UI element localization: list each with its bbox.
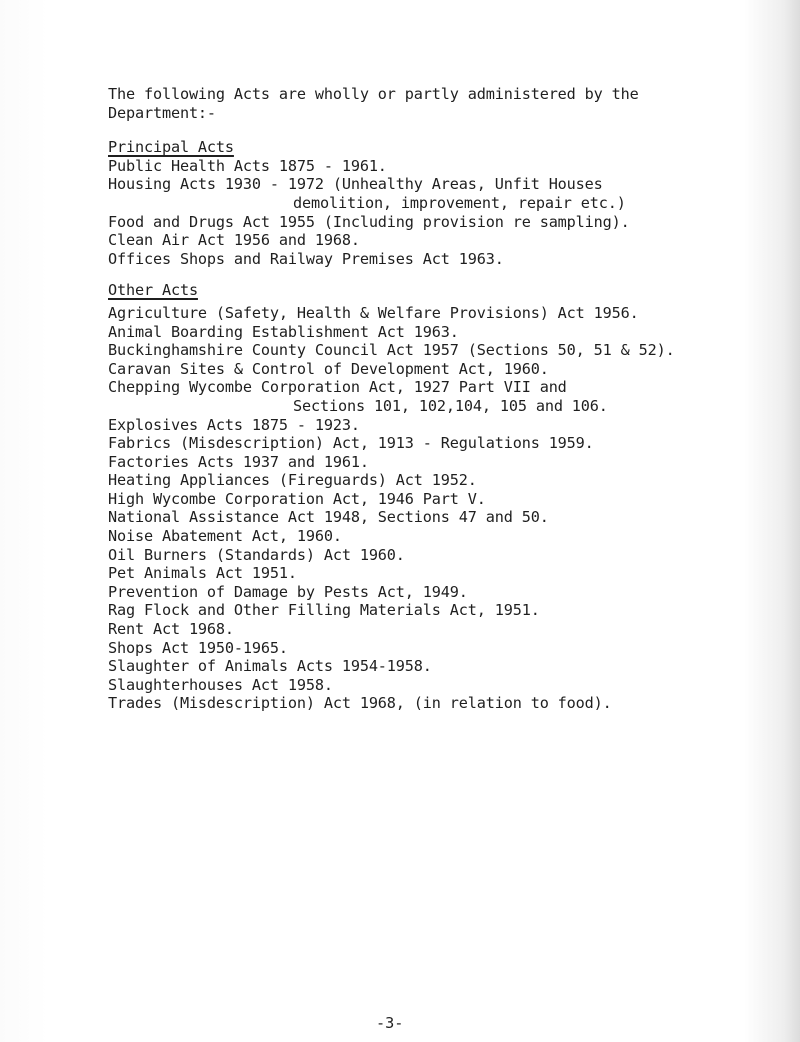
principal-acts-list [108, 157, 728, 269]
principal-act-line: Housing Acts 1930 - 1972 (Unhealthy Areas, Unfit Houses [108, 175, 603, 194]
other-acts-list [108, 304, 728, 713]
principal-acts-heading: Principal Acts [108, 138, 234, 157]
other-act-line: Rent Act 1968. [108, 620, 234, 639]
other-act-line: National Assistance Act 1948, Sections 47 and 50. [108, 508, 549, 527]
other-act-line: Rag Flock and Other Filling Materials Act, 1951. [108, 601, 540, 620]
other-act-line: Factories Acts 1937 and 1961. [108, 452, 369, 471]
principal-act-line: Public Health Acts 1875 - 1961. [108, 156, 387, 175]
other-act-line: Buckinghamshire County Council Act 1957 (Sections 50, 51 & 52). [108, 341, 675, 360]
other-act-line: Explosives Acts 1875 - 1923. [108, 415, 360, 434]
other-act-line: Agriculture (Safety, Health & Welfare Provisions) Act 1956. [108, 303, 639, 322]
other-act-line-continued: Sections 101, 102,104, 105 and 106. [293, 396, 608, 415]
other-act-line: Slaughterhouses Act 1958. [108, 675, 333, 694]
intro-line: The following Acts are wholly or partly administered by the [108, 85, 639, 103]
other-act-line: High Wycombe Corporation Act, 1946 Part V. [108, 489, 486, 508]
other-act-line: Fabrics (Misdescription) Act, 1913 - Regulations 1959. [108, 434, 594, 453]
other-act-line: Noise Abatement Act, 1960. [108, 527, 342, 546]
other-act-line: Oil Burners (Standards) Act 1960. [108, 545, 405, 564]
other-act-line: Prevention of Damage by Pests Act, 1949. [108, 582, 468, 601]
page-number: -3- [376, 1014, 404, 1032]
other-act-line: Chepping Wycombe Corporation Act, 1927 Part VII and [108, 378, 567, 397]
other-act-line: Animal Boarding Establishment Act 1963. [108, 322, 459, 341]
other-act-line: Shops Act 1950-1965. [108, 638, 288, 657]
other-act-line: Slaughter of Animals Acts 1954-1958. [108, 657, 432, 676]
other-act-line: Pet Animals Act 1951. [108, 564, 297, 583]
principal-act-line: Offices Shops and Railway Premises Act 1963. [108, 249, 504, 268]
other-act-line: Heating Appliances (Fireguards) Act 1952. [108, 471, 477, 490]
principal-act-line: Clean Air Act 1956 and 1968. [108, 231, 360, 250]
principal-act-line-continued: demolition, improvement, repair etc.) [293, 193, 626, 212]
principal-act-line: Food and Drugs Act 1955 (Including provision re sampling). [108, 212, 630, 231]
intro-line-continued: Department:- [108, 103, 216, 122]
document-body [108, 85, 728, 713]
other-act-line: Trades (Misdescription) Act 1968, (in relation to food). [108, 694, 612, 713]
other-acts-heading: Other Acts [108, 281, 198, 300]
other-act-line: Caravan Sites & Control of Development Act, 1960. [108, 359, 549, 378]
